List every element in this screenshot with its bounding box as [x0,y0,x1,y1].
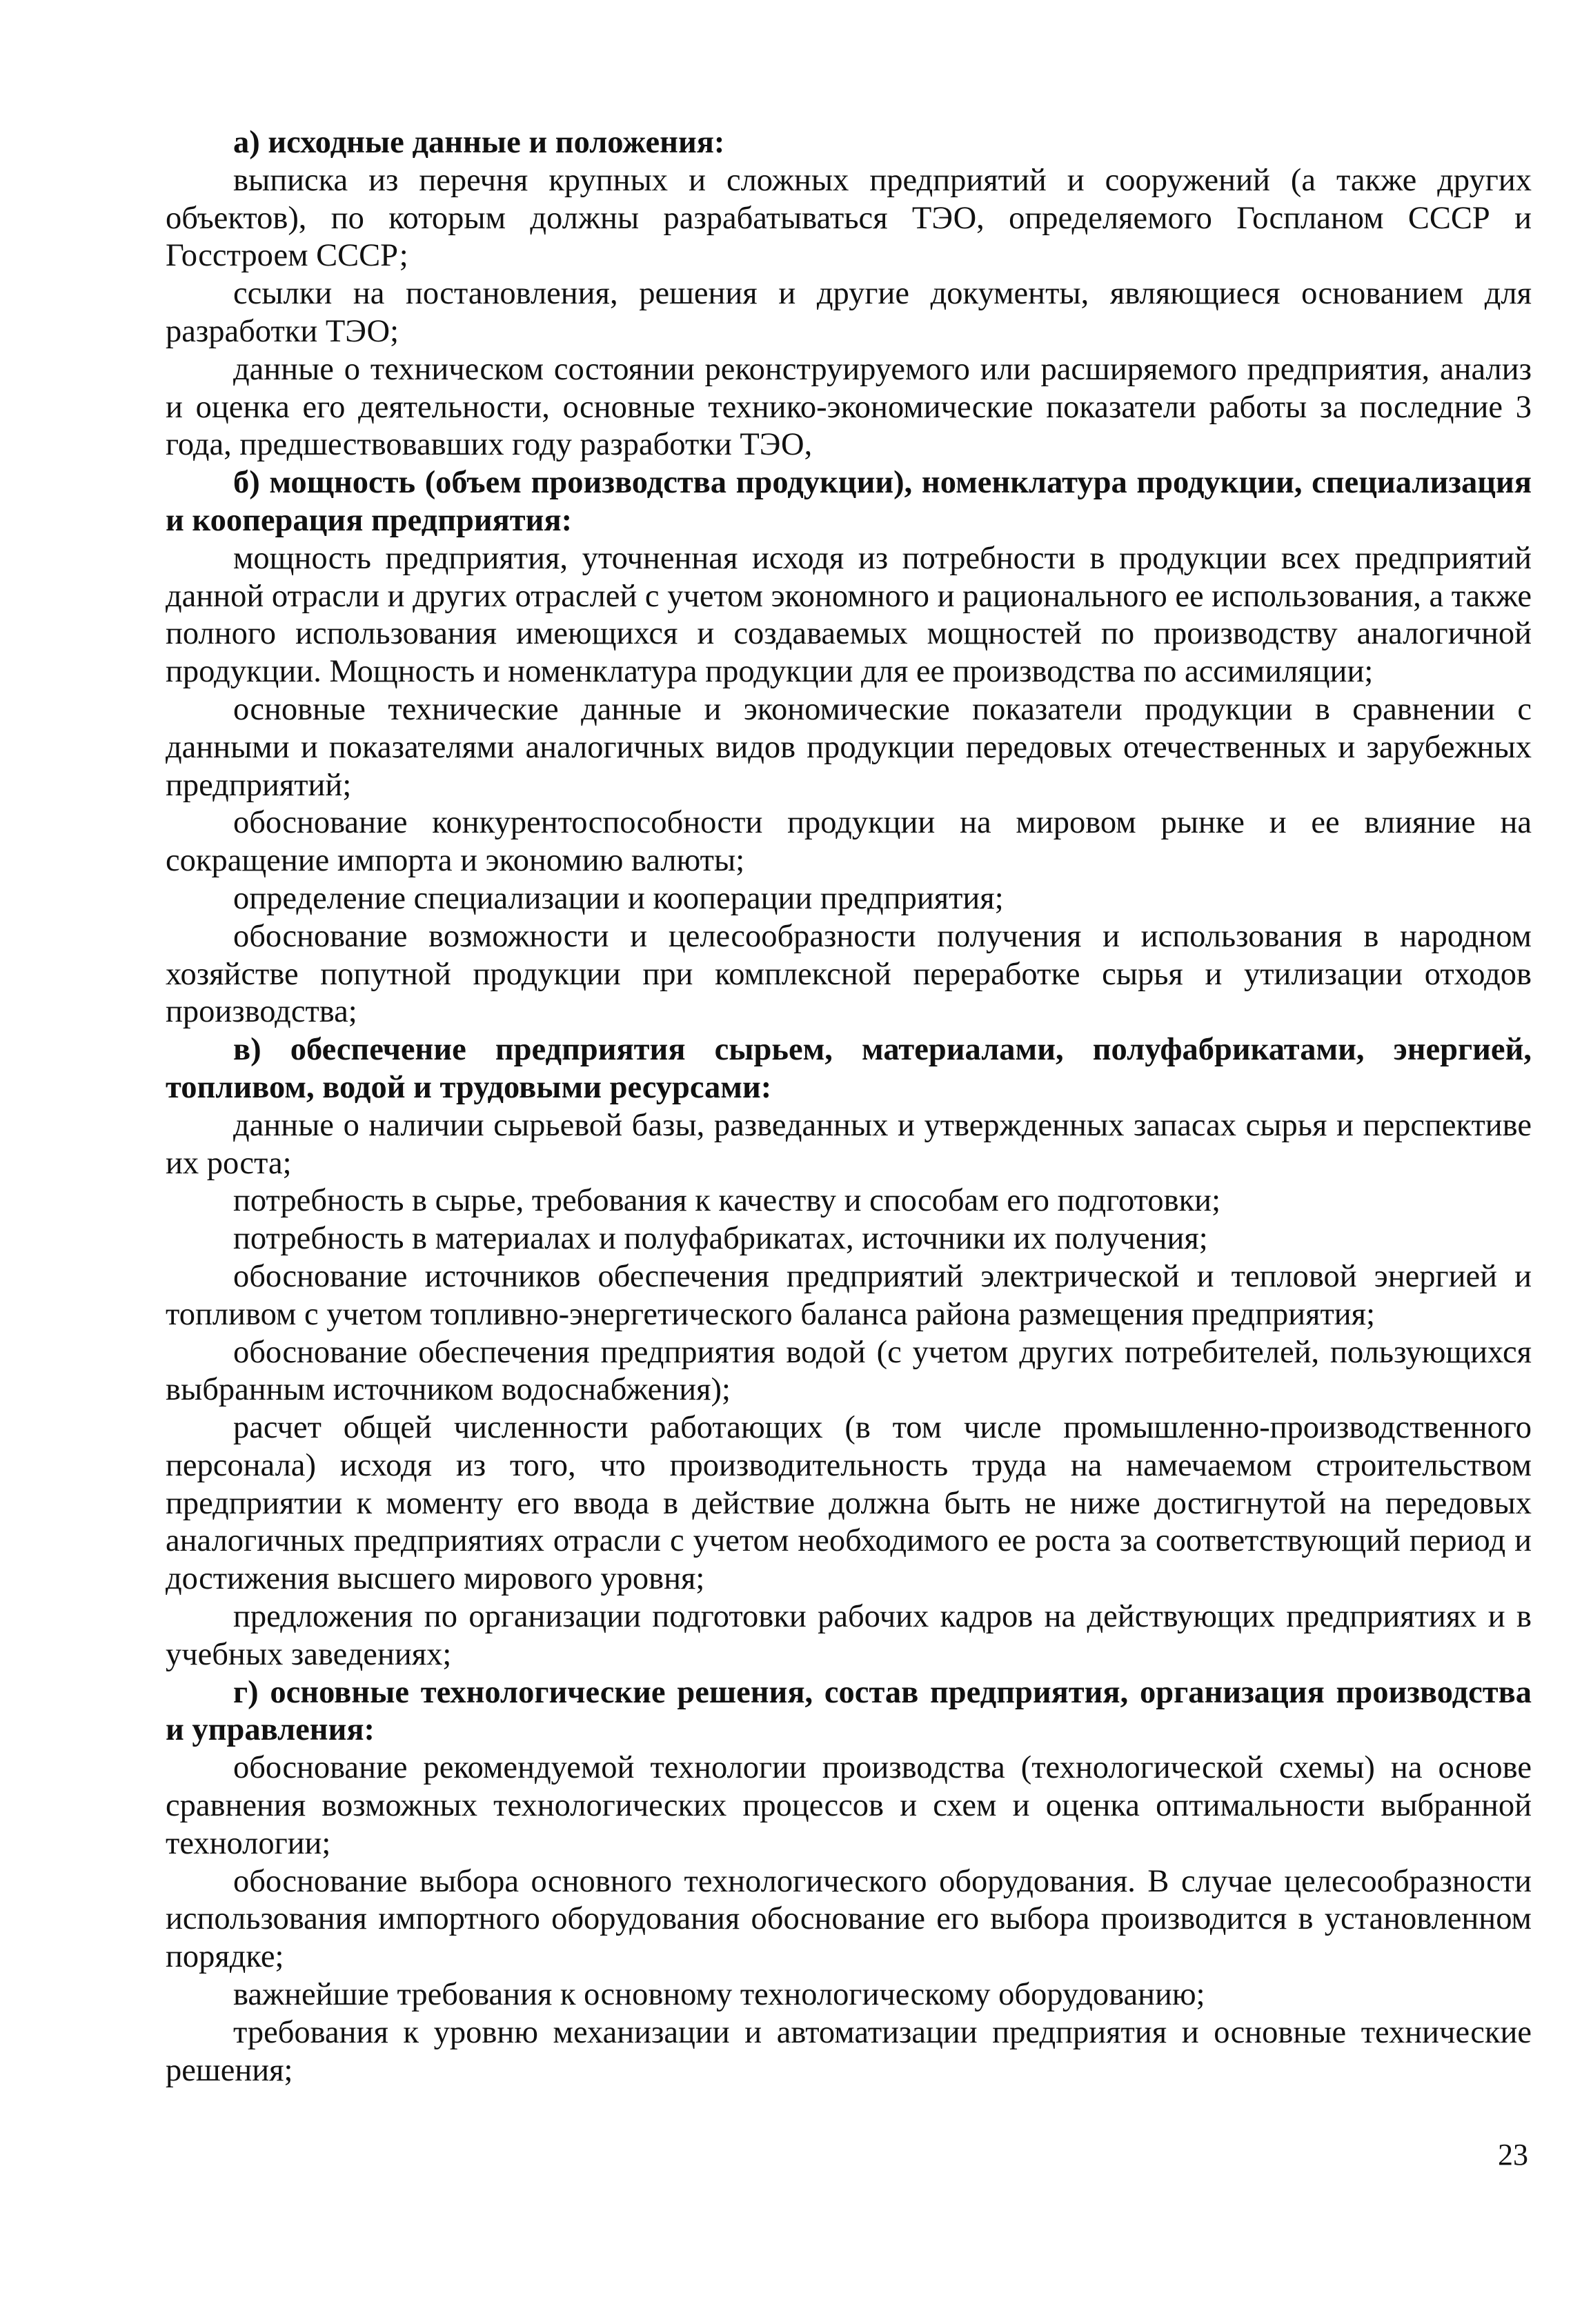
paragraph: данные о техническом состоянии реконструируемого или расширяемого предприятия, анализ и оценка его деятельности, основные технико-экономические показатели работы за последние 3 года, предшествовавших году разработки ТЭО, [166,351,1532,463]
paragraph: важнейшие требования к основному технологическому оборудованию; [233,1977,1205,2013]
paragraph: расчет общей численности работающих (в том числе промышленно-производственного персонала) исходя из того, что производительность труда на намечаемом строительством предприятии к моменту его ввода в действие должна быть не ниже достигнутой на передовых аналогичных предприятиях отрасли с учетом необходимого ее роста за соответствующий период и достижения высшего мирового уровня; [166,1410,1532,1597]
paragraph: данные о наличии сырьевой базы, разведанных и утвержденных запасах сырья и перспективе их роста; [166,1107,1532,1181]
section-heading-v: в) обеспечение предприятия сырьем, материалами, полуфабрикатами, энергией, топливом, водой и трудовыми ресурсами: [166,1032,1532,1105]
paragraph: обоснование источников обеспечения предприятий электрической и тепловой энергией и топливом с учетом топливно-энергетического баланса района размещения предприятия; [166,1258,1532,1332]
paragraph: обоснование выбора основного технологического оборудования. В случае целесообразности использования импортного оборудования обоснование его выбора производится в установленном порядке; [166,1863,1532,1975]
paragraph: потребность в материалах и полуфабрикатах, источники их получения; [233,1221,1208,1257]
paragraph: требования к уровню механизации и автоматизации предприятия и основные технические решения; [166,2014,1532,2088]
paragraph: ссылки на постановления, решения и другие документы, являющиеся основанием для разработки ТЭО; [166,276,1532,349]
paragraph: обоснование конкурентоспособности продукции на мировом рынке и ее влияние на сокращение импорта и экономию валюты; [166,805,1532,879]
section-heading-b: б) мощность (объем производства продукции), номенклатура продукции, специализация и кооперация предприятия: [166,465,1532,538]
paragraph: потребность в сырье, требования к качеству и способам его подготовки; [233,1183,1220,1219]
paragraph: выписка из перечня крупных и сложных предприятий и сооружений (а также других объектов), по которым должны разрабатываться ТЭО, определяемого Госпланом СССР и Госстроем СССР; [166,162,1532,274]
section-heading-a: а) исходные данные и положения: [233,125,725,160]
document-page [166,124,1532,2089]
document-body [166,124,1532,2089]
page-number: 23 [1498,2138,1528,2172]
section-heading-g: г) основные технологические решения, состав предприятия, организация производства и управления: [166,1674,1532,1748]
paragraph: предложения по организации подготовки рабочих кадров на действующих предприятиях и в учебных заведениях; [166,1599,1532,1672]
paragraph: основные технические данные и экономические показатели продукции в сравнении с данными и показателями аналогичных видов продукции передовых отечественных и зарубежных предприятий; [166,691,1532,803]
paragraph: обоснование обеспечения предприятия водой (с учетом других потребителей, пользующихся выбранным источником водоснабжения); [166,1334,1532,1408]
paragraph: обоснование возможности и целесообразности получения и использования в народном хозяйстве попутной продукции при комплексной переработке сырья и утилизации отходов производства; [166,918,1532,1030]
paragraph: определение специализации и кооперации предприятия; [233,880,1004,916]
paragraph: мощность предприятия, уточненная исходя из потребности в продукции всех предприятий данной отрасли и других отраслей с учетом экономного и рационального ее использования, а также полного использования имеющихся и создаваемых мощностей по производству аналогичной продукции. Мощность и номенклатура продукции для ее производства по ассимиляции; [166,540,1532,690]
paragraph: обоснование рекомендуемой технологии производства (технологической схемы) на основе сравнения возможных технологических процессов и схем и оценка оптимальности выбранной технологии; [166,1750,1532,1861]
